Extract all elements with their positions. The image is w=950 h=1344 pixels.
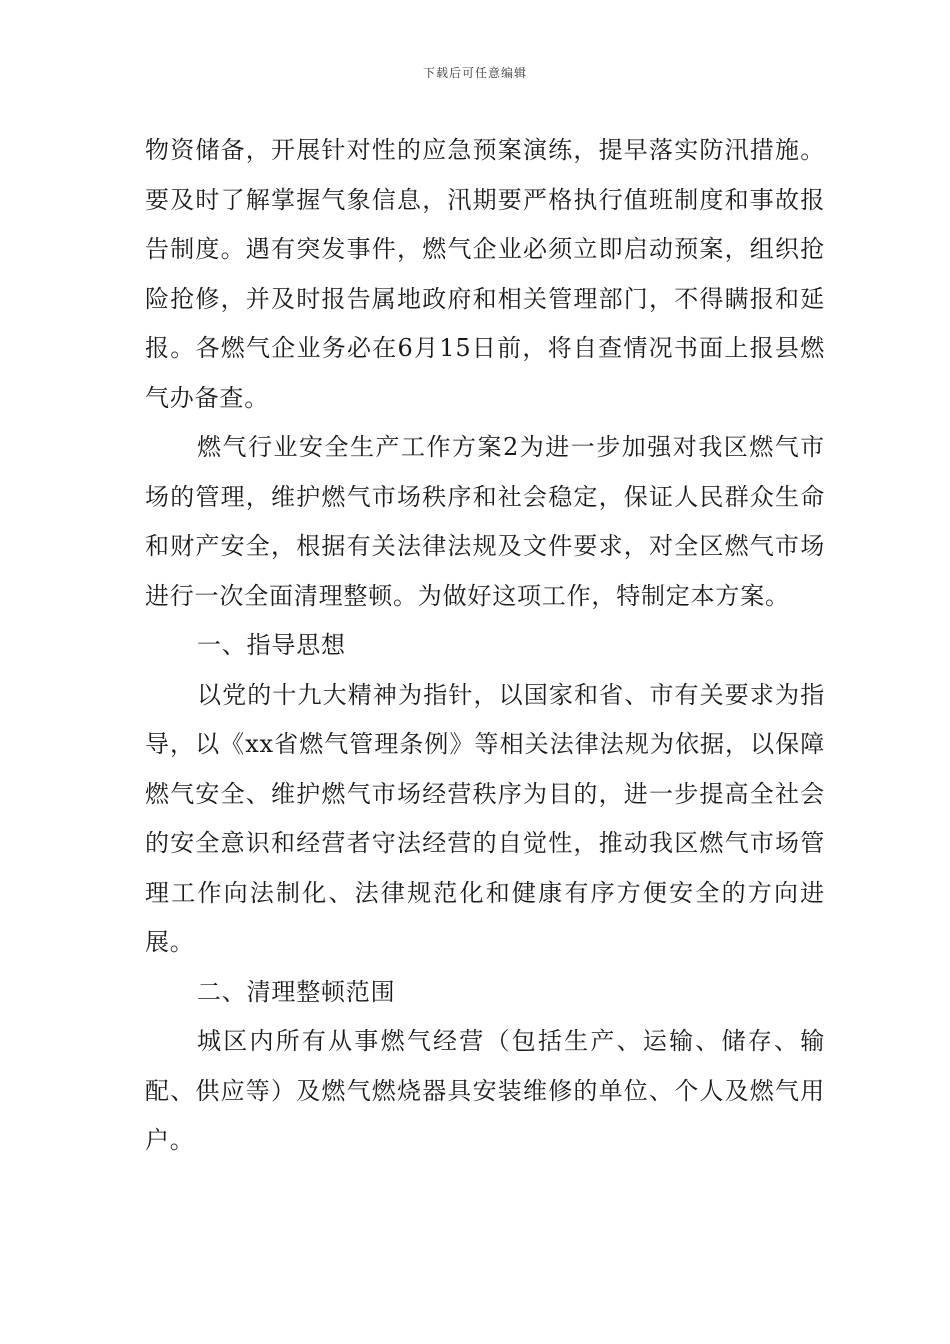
page-header: 下载后可任意编辑 (422, 66, 527, 80)
paragraph-guiding-thought: 以党的十九大精神为指针，以国家和省、市有关要求为指导，以《xx省燃气管理条例》等相关法律法规为依据，以保障燃气安全、维护燃气市场经营秩序为目的，进一步提高全社会的安全意识和经营者守法经营的自觉性，推动我区燃气市场管理工作向法制化、法律规范化和健康有序方便安全的方向进展。 (145, 680, 825, 956)
paragraph-continuation: 物资储备，开展针对性的应急预案演练，提早落实防汛措施。要及时了解掌握气象信息，汛期要严格执行值班制度和事故报告制度。遇有突发事件，燃气企业必须立即启动预案，组织抢险抢修，并及时报告属地政府和相关管理部门，不得瞒报和延报。各燃气企业务必在6月15日前，将自查情况书面上报县燃气办备查。 (145, 136, 825, 412)
paragraph-scope: 城区内所有从事燃气经营（包括生产、运输、储存、输配、供应等）及燃气燃烧器具安装维修的单位、个人及燃气用户。 (145, 1027, 825, 1154)
document-body (145, 126, 825, 1166)
paragraph-plan-intro: 燃气行业安全生产工作方案2为进一步加强对我区燃气市场的管理，维护燃气市场秩序和社会稳定，保证人民群众生命和财产安全，根据有关法律法规及文件要求，对全区燃气市场进行一次全面清理整顿。为做好这项工作，特制定本方案。 (145, 433, 825, 610)
section-heading-guiding-thought: 一、指导思想 (197, 631, 346, 659)
section-heading-scope: 二、清理整顿范围 (197, 977, 396, 1006)
